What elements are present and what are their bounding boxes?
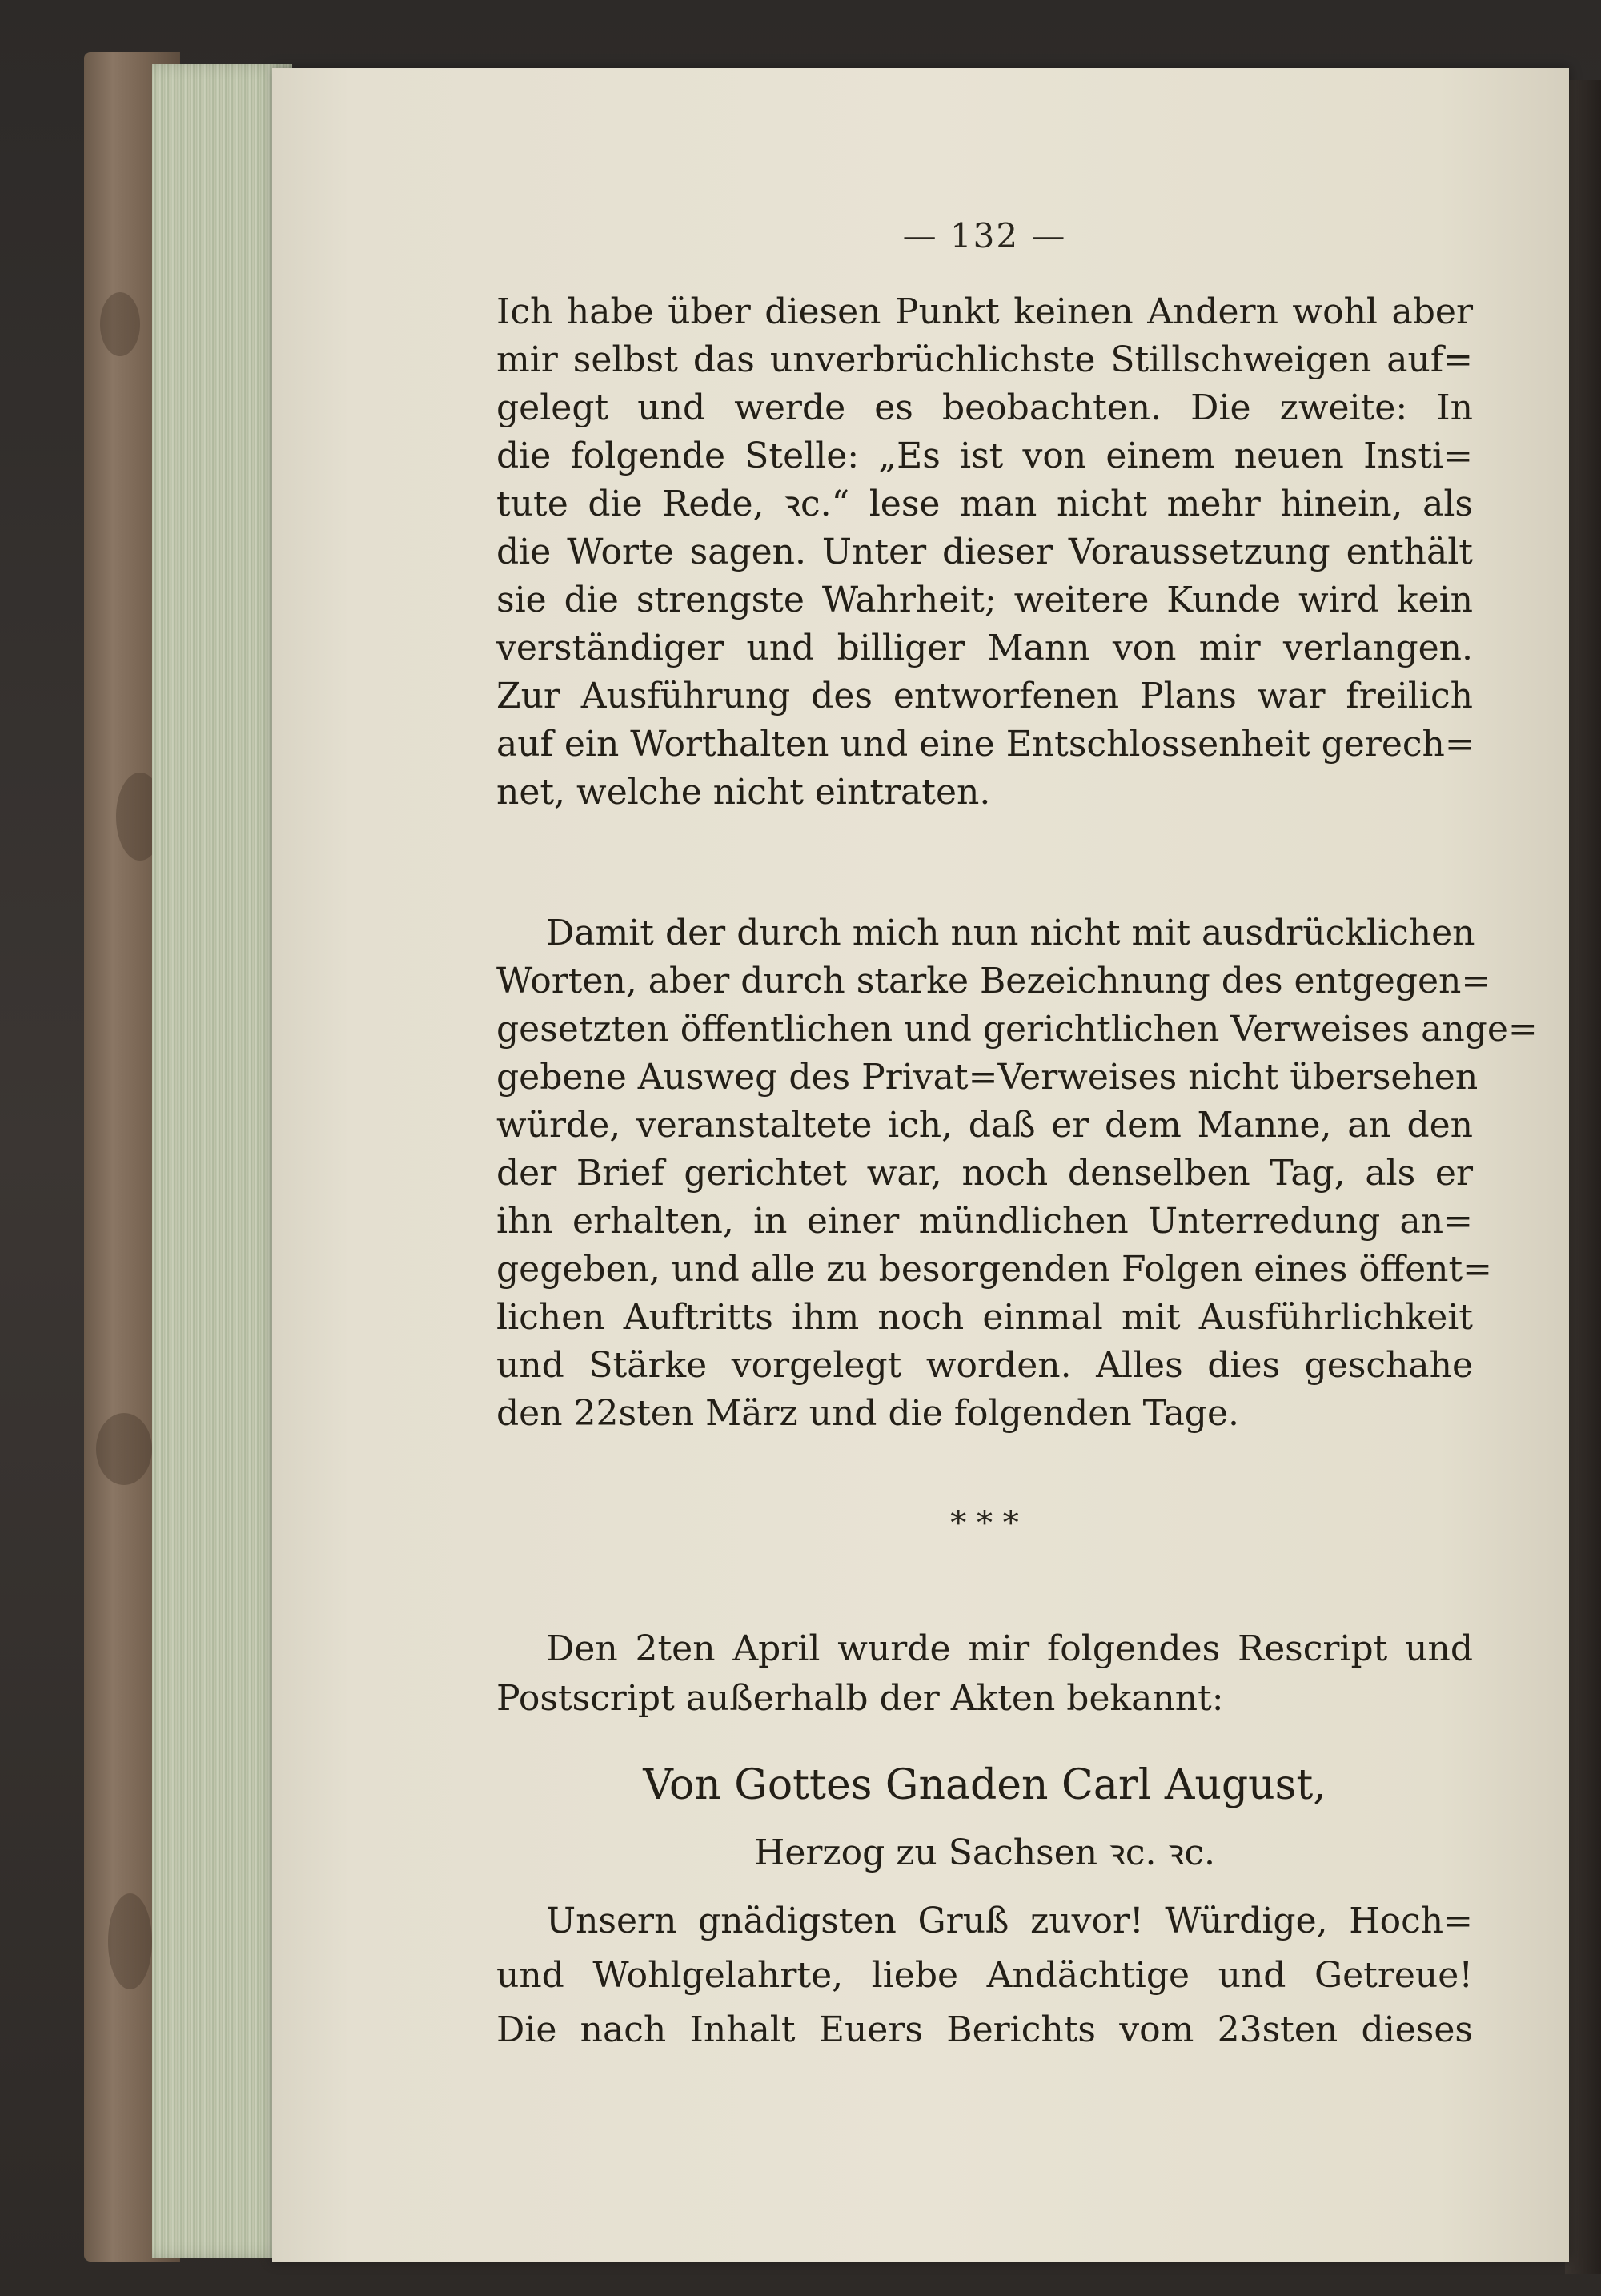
text-line: würde, veranstaltete ich, daß er dem Manne, an den bbox=[496, 1105, 1473, 1146]
text-line: Postscript außerhalb der Akten bekannt: bbox=[496, 1678, 1224, 1719]
text-line: mir selbst das unverbrüchlichste Stillschweigen auf= bbox=[496, 339, 1473, 380]
page-number: — 132 — bbox=[902, 216, 1067, 255]
text-line: Damit der durch mich nun nicht mit ausdrücklichen bbox=[546, 913, 1475, 953]
section-separator: * * * bbox=[950, 1505, 1019, 1542]
text-line: die Worte sagen. Unter dieser Voraussetzung enthält bbox=[496, 532, 1473, 572]
text-line: tute die Rede, ꝛc.“ lese man nicht mehr hinein, als bbox=[496, 484, 1473, 524]
text-line: gelegt und werde es beobachten. Die zweite: In bbox=[496, 387, 1473, 428]
text-line: sie die strengste Wahrheit; weitere Kunde wird kein bbox=[496, 580, 1473, 620]
text-line: Ich habe über diesen Punkt keinen Andern wohl aber bbox=[496, 291, 1473, 332]
text-line: ihn erhalten, in einer mündlichen Unterredung an= bbox=[496, 1201, 1473, 1242]
text-line: die folgende Stelle: „Es ist von einem neuen Insti= bbox=[496, 436, 1473, 476]
rescript-heading: Von Gottes Gnaden Carl August, bbox=[643, 1761, 1326, 1809]
text-line: verständiger und billiger Mann von mir verlangen. bbox=[496, 628, 1473, 668]
text-line: net, welche nicht eintraten. bbox=[496, 772, 991, 813]
stain bbox=[108, 1893, 152, 1989]
text-line: Den 2ten April wurde mir folgendes Rescript und bbox=[546, 1628, 1473, 1669]
text-line: und Wohlgelahrte, liebe Andächtige und Getreue! bbox=[496, 1955, 1473, 1996]
text-line: der Brief gerichtet war, noch denselben Tag, als er bbox=[496, 1153, 1473, 1194]
stain bbox=[96, 1413, 152, 1485]
text-line: den 22sten März und die folgenden Tage. bbox=[496, 1393, 1239, 1434]
right-background bbox=[1565, 80, 1601, 2274]
text-line: Zur Ausführung des entworfenen Plans war freilich bbox=[496, 676, 1473, 716]
text-line: gesetzten öffentlichen und gerichtlichen Verweises ange= bbox=[496, 1009, 1538, 1050]
rescript-subheading: Herzog zu Sachsen ꝛc. ꝛc. bbox=[753, 1832, 1216, 1873]
text-line: auf ein Worthalten und eine Entschlossenheit gerech= bbox=[496, 724, 1475, 765]
stain bbox=[100, 292, 140, 356]
text-line: Unsern gnädigsten Gruß zuvor! Würdige, Hoch= bbox=[546, 1901, 1473, 1941]
text-line: und Stärke vorgelegt worden. Alles dies geschahe bbox=[496, 1345, 1473, 1386]
text-line: gebene Ausweg des Privat=Verweises nicht übersehen bbox=[496, 1057, 1479, 1098]
text-line: lichen Auftritts ihm noch einmal mit Ausführlichkeit bbox=[496, 1297, 1473, 1338]
text-line: Worten, aber durch starke Bezeichnung des entgegen= bbox=[496, 961, 1491, 1001]
text-line: gegeben, und alle zu besorgenden Folgen eines öffent= bbox=[496, 1249, 1492, 1290]
page-edges bbox=[152, 64, 292, 2258]
text-line: Die nach Inhalt Euers Berichts vom 23sten dieses bbox=[496, 2009, 1473, 2050]
